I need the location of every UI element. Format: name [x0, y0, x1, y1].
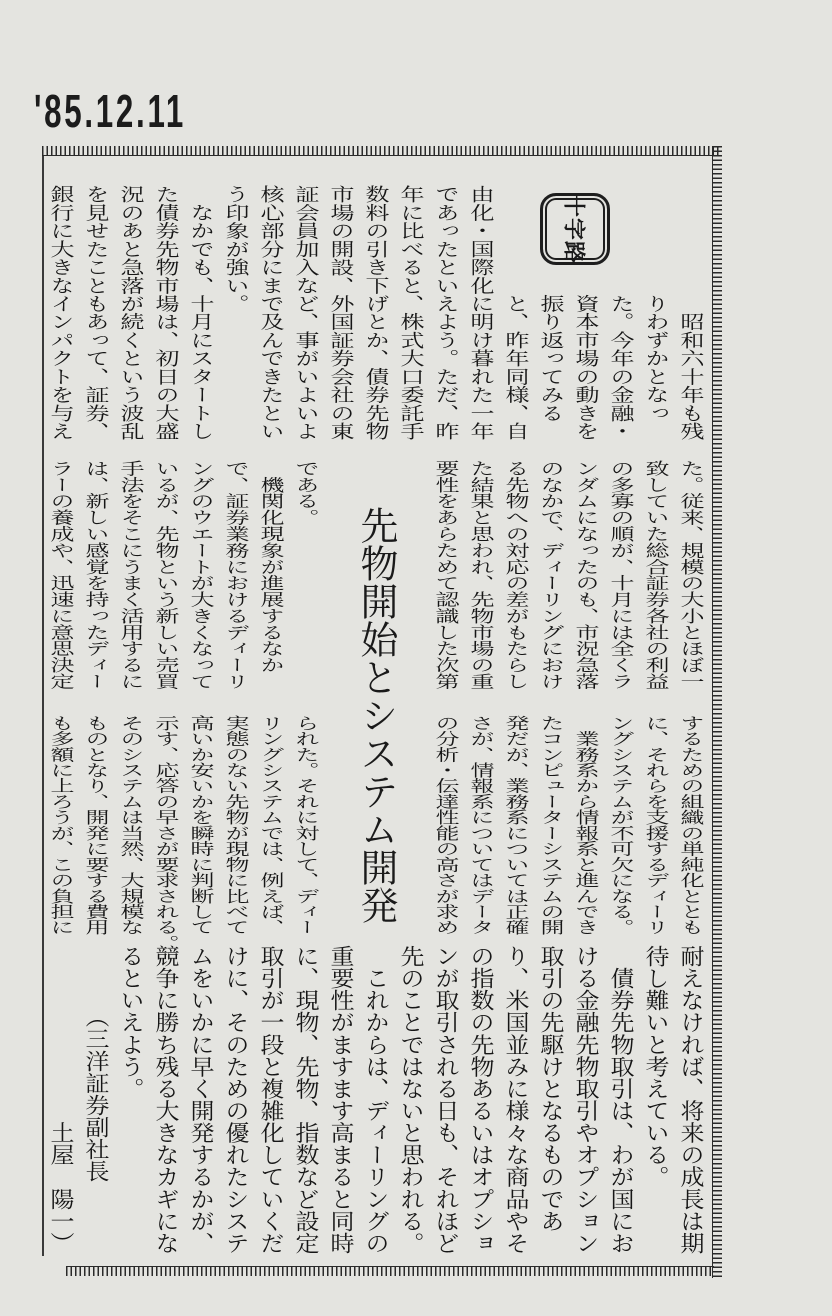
text-column: 市場の開設、外国証券会社の東: [326, 185, 354, 441]
text-column: ングシステムが不可欠になる。: [606, 715, 634, 936]
text-column: は、新しい感覚を持ったディー: [81, 460, 109, 690]
text-column: 由化・国際化に明け暮れた一年: [466, 185, 494, 441]
text-column: の分析・伝達性能の高さが求め: [431, 715, 459, 936]
text-column: リングシステムでは、例えば、: [256, 715, 284, 936]
byline-name: 土屋 陽一）: [46, 1121, 74, 1255]
clipping-date: '85.12.11: [34, 85, 186, 137]
text-column: ングのウエートが大きくなって: [186, 460, 214, 690]
text-column: 数料の引き下げとか、債券先物: [361, 185, 389, 441]
text-column: た。従来、規模の大小とほぼ一: [676, 460, 704, 690]
text-tier-1: [42, 185, 707, 440]
text-column: 証会員加入など、事がいよいよ: [291, 185, 319, 441]
text-column: ンダムになったのも、市況急落: [571, 460, 599, 690]
text-column: 先のことではないと思われる。: [396, 945, 424, 1255]
text-column: に、それらを支援するディーリ: [641, 715, 669, 936]
text-column: 待し難いと考えている。: [641, 945, 669, 1188]
text-column: 況のあと急落が続くという波乱: [116, 185, 144, 441]
text-column: た。今年の金融・: [606, 294, 634, 441]
text-column: 資本市場の動きを: [571, 294, 599, 441]
text-column: ムをいかに早く開発するかが、: [186, 945, 214, 1255]
text-column: 高いか安いかを瞬時に判断して: [186, 715, 214, 936]
frame-top-border: [42, 146, 720, 156]
text-column: と、昨年同様、自: [501, 294, 529, 441]
text-column: である。: [291, 460, 319, 526]
text-column: ける金融先物取引やオプション: [571, 945, 599, 1255]
text-column: の指数の先物あるいはオプショ: [466, 945, 494, 1255]
text-column: するための組織の単純化ととも: [676, 715, 704, 936]
text-column: これからは、ディーリングの: [361, 945, 389, 1255]
text-tier-3: [42, 715, 707, 951]
text-column: いるが、先物という新しい売買: [151, 460, 179, 690]
text-column: るといえよう。: [116, 945, 144, 1100]
text-column: 示す、応答の早さが要求される。: [151, 715, 179, 951]
text-column: う印象が強い。: [221, 185, 249, 313]
text-column: けに、そのための優れたシステ: [221, 945, 249, 1255]
text-column: を見せたこともあって、証券、: [81, 185, 109, 441]
text-column: のなかで、ディーリングにおけ: [536, 460, 564, 690]
text-column: た結果と思われ、先物市場の重: [466, 460, 494, 690]
text-column: る先物への対応の差がもたらし: [501, 460, 529, 690]
text-column: 業務系から情報系と進んでき: [571, 715, 599, 936]
text-column: たコンピューターシステムの開: [536, 715, 564, 936]
text-column: で、証券業務におけるディーリ: [221, 460, 249, 690]
text-column: 昭和六十年も残: [676, 294, 704, 441]
text-column: た債券先物市場は、初日の大盛: [151, 185, 179, 441]
text-column: さが、情報系についてはデータ: [466, 715, 494, 936]
text-column: 銀行に大きなインパクトを与え: [46, 185, 74, 441]
frame-right-border: [712, 146, 722, 1278]
column-title: 十字路: [560, 194, 587, 264]
text-column: 手法をそこにうまく活用するに: [116, 460, 144, 690]
text-column: そのシステムは当然、大規模な: [116, 715, 144, 936]
text-column: ラーの養成や、迅速に意思決定: [46, 460, 74, 690]
text-column: の多寡の順が、十月には全くラ: [606, 460, 634, 690]
text-tier-4-body: [112, 945, 707, 1254]
frame-bottom-border: [66, 1266, 714, 1276]
text-tier-2: [42, 460, 707, 689]
text-column: 核心部分にまで及んできたとい: [256, 185, 284, 441]
text-column: も多額に上ろうが、この負担に: [46, 715, 74, 936]
text-column: 実態のない先物が現物に比べて: [221, 715, 249, 936]
text-column: ンが取引される日も、それほど: [431, 945, 459, 1255]
text-column: 取引が一段と複雑化していくだ: [256, 945, 284, 1255]
text-column: 取引の先駆けとなるものであ: [536, 945, 564, 1233]
text-column: 発だが、業務系については正確: [501, 715, 529, 936]
text-column: に、現物、先物、指数など設定: [291, 945, 319, 1255]
text-column: 年に比べると、株式大口委託手: [396, 185, 424, 441]
headline: 先物開始とシステム開発: [354, 506, 398, 924]
text-column: りわずかとなっ: [641, 294, 669, 423]
text-column: 致していた総合証券各社の利益: [641, 460, 669, 690]
text-column: 振り返ってみる: [536, 294, 564, 423]
text-column: られた。それに対して、ディー: [291, 715, 319, 936]
text-column: り、米国並みに様々な商品やそ: [501, 945, 529, 1255]
text-column: ものとなり、開発に要する費用: [81, 715, 109, 936]
text-column: なかでも、十月にスタートし: [186, 185, 214, 441]
text-column: 競争に勝ち残る大きなカギにな: [151, 945, 179, 1255]
text-column: 要性をあらためて認識した次第: [431, 460, 459, 690]
text-column: 耐えなければ、将来の成長は期: [676, 945, 704, 1255]
text-tier-4: [42, 945, 707, 1254]
text-column: 重要性がますます高まると同時: [326, 945, 354, 1255]
text-column: 債券先物取引は、わが国にお: [606, 945, 634, 1255]
text-column: 機関化現象が進展するなか: [256, 460, 284, 674]
byline-affiliation: （三洋証券副社長: [81, 1005, 109, 1183]
text-column: であったといえよう。ただ、昨: [431, 185, 459, 441]
